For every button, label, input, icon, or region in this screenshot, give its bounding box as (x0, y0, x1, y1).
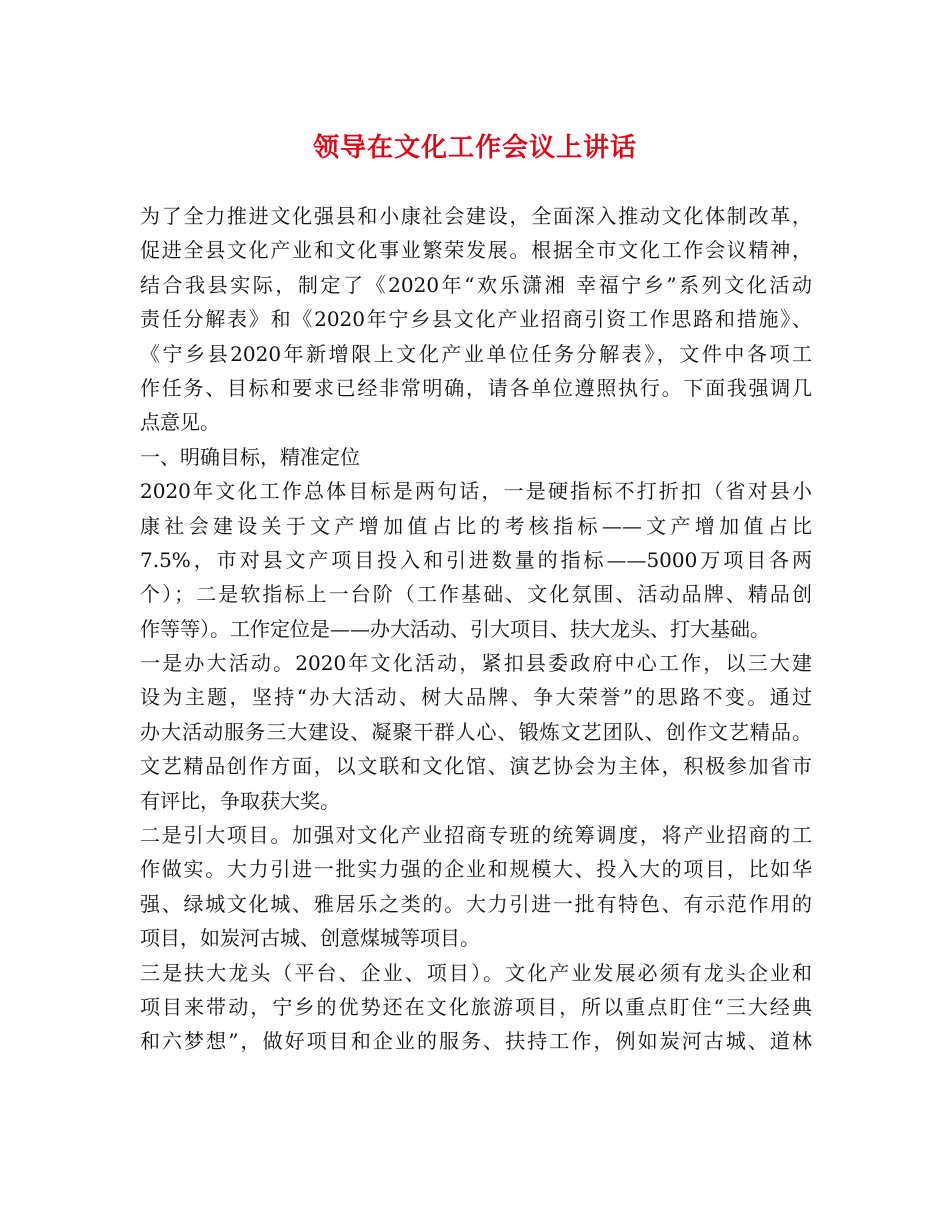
body-line: 有评比，争取获大奖。 (140, 788, 340, 813)
body-line: 设为主题，坚持“办大活动、树大品牌、争大荣誉”的思路不变。通过 (140, 685, 812, 710)
document-body (140, 199, 812, 1059)
body-line: 7.5%，市对县文产项目投入和引进数量的指标——5000万项目各两 (140, 547, 812, 572)
body-line: 2020年文化工作总体目标是两句话，一是硬指标不打折扣（省对县小 (140, 479, 812, 504)
body-line: 强、绿城文化城、雅居乐之类的。大力引进一批有特色、有示范作用的 (140, 891, 812, 916)
body-line: 二是引大项目。加强对文化产业招商专班的统筹调度，将产业招商的工 (140, 823, 812, 848)
document-title: 领导在文化工作会议上讲话 (312, 133, 637, 163)
body-line: 一是办大活动。2020年文化活动，紧扣县委政府中心工作，以三大建 (140, 651, 812, 676)
body-line: 责任分解表》和《2020年宁乡县文化产业招商引资工作思路和措施》、 (140, 307, 812, 332)
body-line: 项目，如炭河古城、创意煤城等项目。 (140, 926, 480, 951)
body-line: 作等等）。工作定位是——办大活动、引大项目、扶大龙头、打大基础。 (140, 616, 770, 641)
body-line: 作任务、目标和要求已经非常明确，请各单位遵照执行。下面我强调几 (140, 375, 812, 400)
body-line: 三是扶大龙头（平台、企业、项目）。文化产业发展必须有龙头企业和 (140, 960, 812, 985)
body-line: 办大活动服务三大建设、凝聚干群人心、锻炼文艺团队、创作文艺精品。 (140, 719, 812, 744)
body-line: 《宁乡县2020年新增限上文化产业单位任务分解表》，文件中各项工 (140, 341, 812, 366)
body-line: 文艺精品创作方面，以文联和文化馆、演艺协会为主体，积极参加省市 (140, 754, 812, 779)
body-line: 为了全力推进文化强县和小康社会建设，全面深入推动文化体制改革， (140, 204, 812, 228)
body-line: 康社会建设关于文产增加值占比的考核指标——文产增加值占比 (140, 513, 812, 538)
body-line: 个）；二是软指标上一台阶（工作基础、文化氛围、活动品牌、精品创 (140, 582, 812, 607)
section-heading: 一、明确目标，精准定位 (140, 444, 360, 469)
body-line: 项目来带动，宁乡的优势还在文化旅游项目，所以重点盯住“三大经典 (140, 994, 812, 1019)
body-line: 和六梦想”，做好项目和企业的服务、扶持工作，例如炭河古城、道林 (140, 1029, 812, 1054)
body-line: 作做实。大力引进一批实力强的企业和规模大、投入大的项目，比如华 (140, 857, 812, 882)
body-line: 结合我县实际，制定了《2020年“欢乐潇湘 幸福宁乡”系列文化活动 (140, 272, 812, 297)
body-line: 促进全县文化产业和文化事业繁荣发展。根据全市文化工作会议精神， (140, 238, 812, 263)
body-line: 点意见。 (140, 410, 220, 435)
